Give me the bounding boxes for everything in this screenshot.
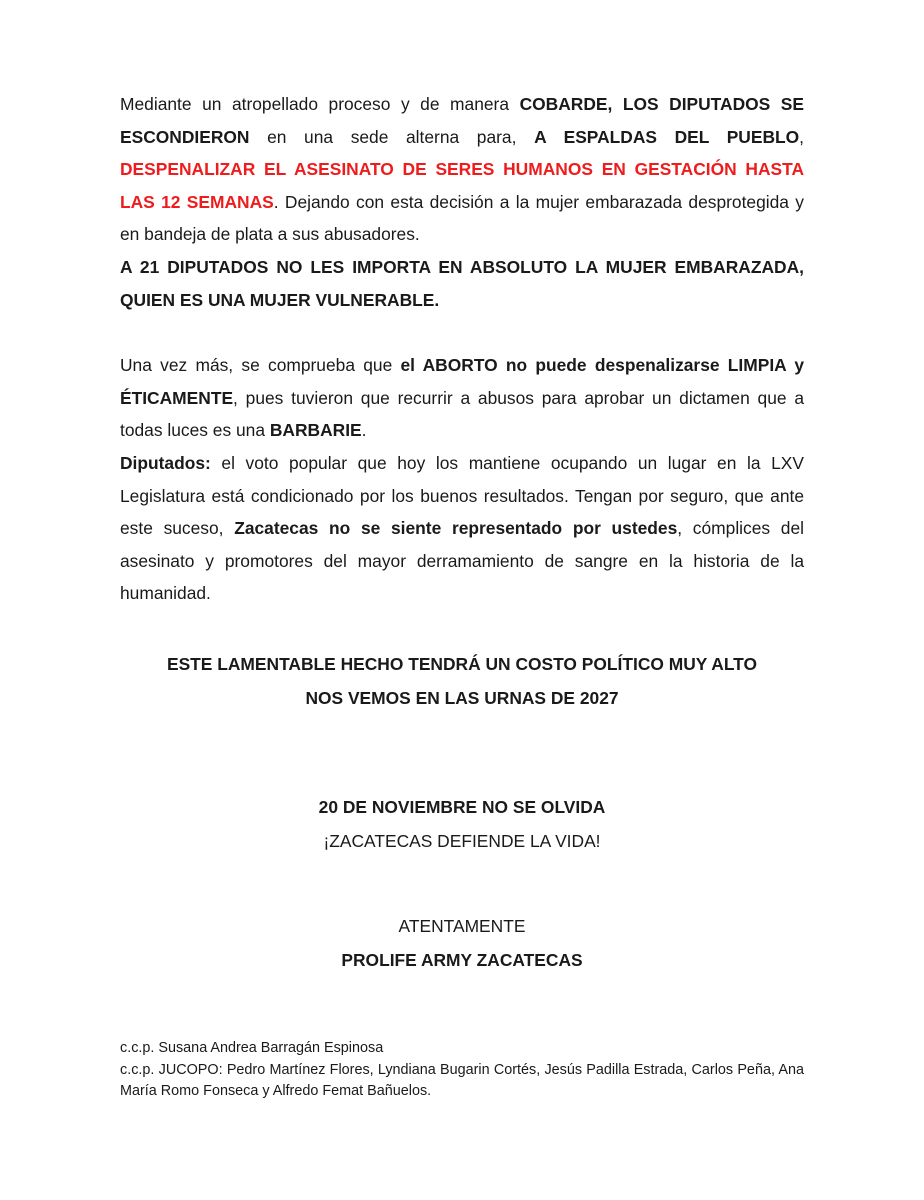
ccp-block — [120, 1038, 804, 1103]
diputados-text-2: , cómplices del asesinato y promotores del mayor derramamiento de sangre en la historia de la humanidad. — [120, 518, 805, 604]
paragraph-aborto — [120, 349, 804, 447]
barbarie-bold: BARBARIE — [269, 420, 362, 441]
date-block — [120, 790, 804, 859]
paragraph-diputados — [120, 447, 804, 610]
aborto-period: . — [361, 420, 367, 441]
ccp-line-1: c.c.p. Susana Andrea Barragán Espinosa — [120, 1040, 384, 1056]
intro-text: Mediante un atropellado proceso y de manera — [120, 94, 520, 114]
intro-text-2: en una sede alterna para, — [249, 126, 535, 147]
signature-greeting: ATENTAMENTE — [398, 915, 526, 936]
intro-text-3: . Dejando con esta decisión a la mujer embarazada desprotegida y en bandeja de plata a sus abusadores. — [120, 191, 805, 245]
closing-block — [120, 647, 804, 716]
aborto-text: Una vez más, se comprueba que — [120, 355, 401, 376]
ccp-line-2: c.c.p. JUCOPO: Pedro Martínez Flores, Lyndiana Bugarin Cortés, Jesús Padilla Estrada, Carlos Peña, Ana María Romo Fonseca y Alfredo Femat Bañuelos. — [120, 1061, 804, 1100]
intro-bold-espaldas: A ESPALDAS DEL PUEBLO — [534, 126, 800, 147]
diputados-label: Diputados: — [120, 452, 211, 473]
intro-comma: , — [799, 126, 805, 147]
slogan-line: ¡ZACATECAS DEFIENDE LA VIDA! — [323, 831, 601, 852]
paragraph-21-diputados: A 21 DIPUTADOS NO LES IMPORTA EN ABSOLUTO LA MUJER EMBARAZADA, QUIEN ES UNA MUJER VULNERABLE. — [120, 256, 804, 310]
intro-bold-cobarde: COBARDE, LOS DIPUTADOS SE ESCONDIERON — [120, 94, 804, 147]
date-line: 20 DE NOVIEMBRE NO SE OLVIDA — [318, 796, 606, 817]
document-body — [120, 88, 804, 978]
intro-red-highlight: DESPENALIZAR EL ASESINATO DE SERES HUMANOS EN GESTACIÓN HASTA LAS 12 SEMANAS — [120, 159, 804, 212]
spacer — [120, 316, 804, 349]
paragraph-intro — [120, 88, 804, 251]
aborto-text-2: , pues tuvieron que recurrir a abusos para aprobar un dictamen que a todas luces es una — [120, 387, 804, 441]
diputados-text: el voto popular que hoy los mantiene ocupando un lugar en la LXV Legislatura está condicionado por los buenos resultados. Tengan por seguro, que ante este suceso, — [120, 452, 804, 539]
closing-line-2: NOS VEMOS EN LAS URNAS DE 2027 — [305, 688, 619, 709]
closing-line-1: ESTE LAMENTABLE HECHO TENDRÁ UN COSTO POLÍTICO MUY ALTO — [166, 653, 757, 674]
signature-organization: PROLIFE ARMY ZACATECAS — [341, 950, 583, 971]
zacatecas-bold: Zacatecas no se siente representado por ustedes — [234, 518, 678, 539]
signature-block — [120, 909, 804, 978]
aborto-bold: el ABORTO no puede despenalizarse LIMPIA y ÉTICAMENTE — [120, 355, 804, 408]
